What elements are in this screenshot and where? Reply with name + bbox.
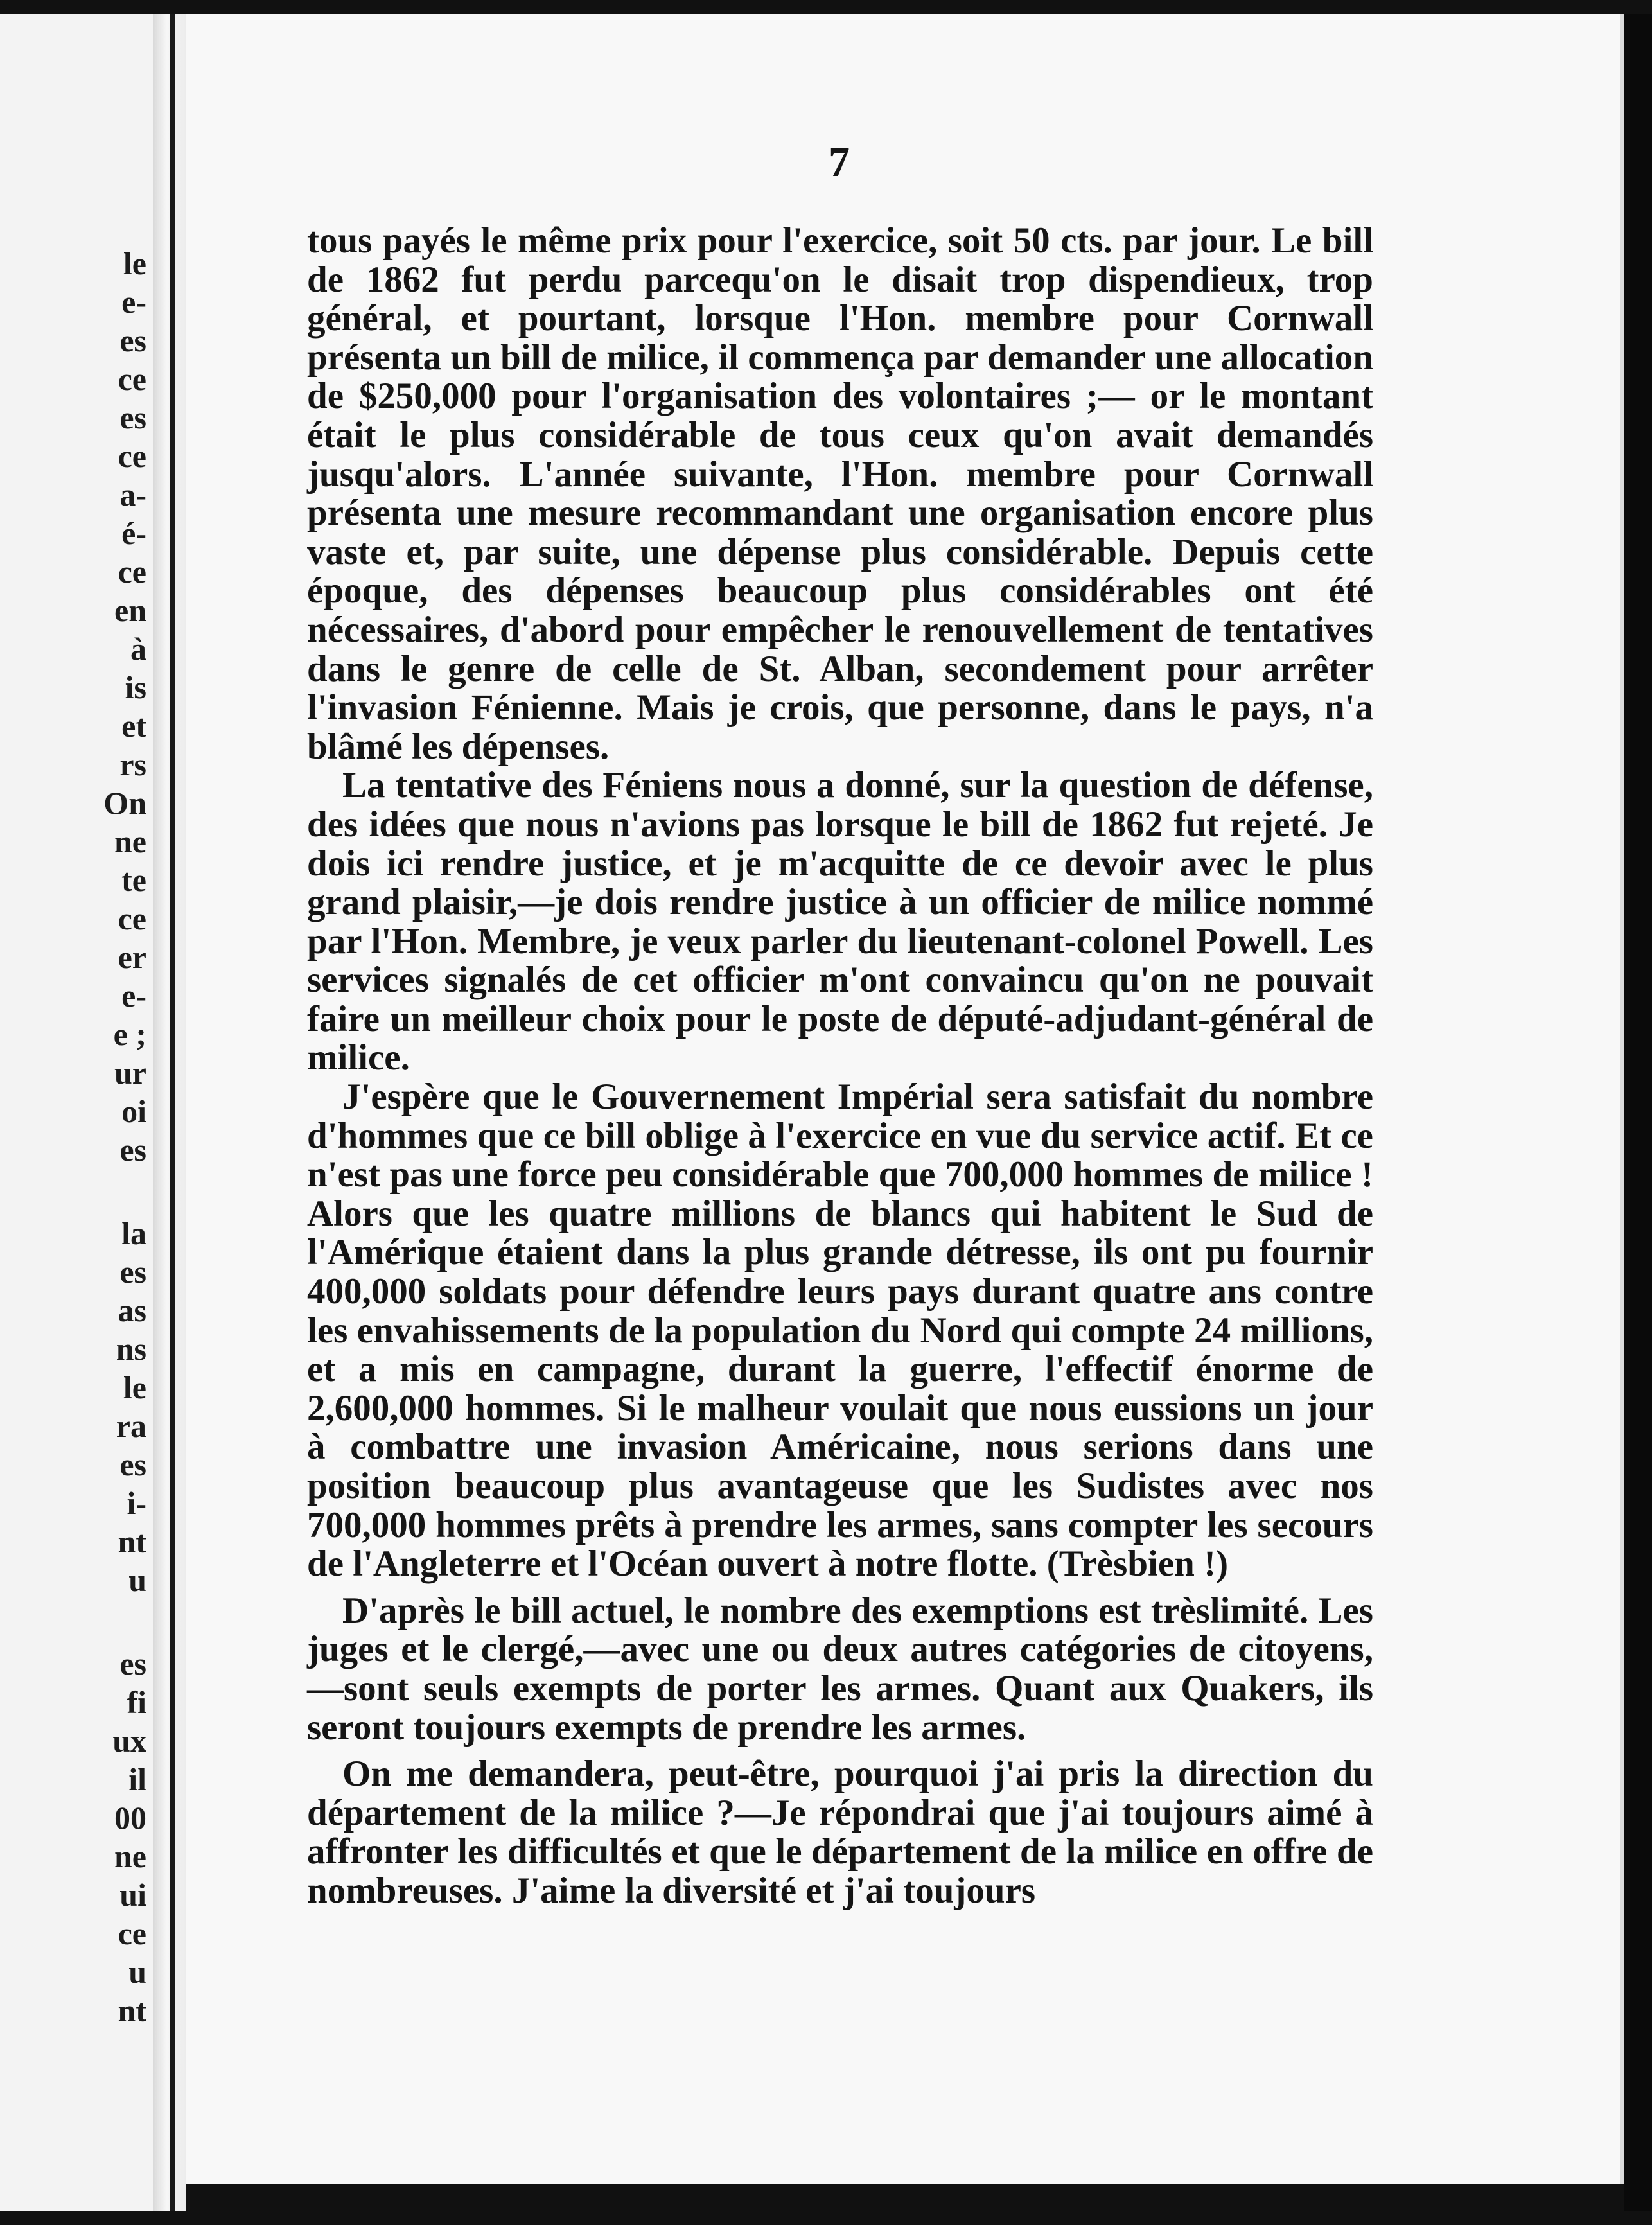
paragraph: On me demandera, peut-être, pourquoi j'ai pris la direction du département de la milice ?—Je répondrai que j'ai toujours aimé à affronter les difficultés et que le département de la milice en offre de nombreuses. J'aime la diversité et j'ai toujours — [307, 1754, 1373, 1911]
left-fragment: es — [119, 1447, 146, 1482]
left-fragment: es — [119, 1254, 146, 1290]
left-fragment: es — [119, 400, 146, 435]
left-fragment: nt — [118, 1992, 146, 2028]
left-fragment: u — [128, 1954, 146, 1990]
left-fragment: 00 — [114, 1800, 146, 1836]
left-fragment: ce — [118, 361, 146, 397]
left-fragment: é- — [121, 515, 146, 551]
left-fragment: en — [114, 592, 146, 628]
left-fragment: es — [119, 1132, 146, 1168]
left-fragment: ns — [116, 1331, 146, 1367]
paragraph: tous payés le même prix pour l'exercice, soit 50 cts. par jour. Le bill de 1862 fut perdu parcequ'on le disait trop dispendieux, trop général, et pourtant, lorsque l'Hon. membre pour Cornwall présenta un bill de milice, il commença par demander une allocation de $250,000 pour l'organisation des volontaires ;— or le montant était le plus considérable de tous ceux qu'on avait demandés jusqu'alors. L'année suivante, l'Hon. membre pour Cornwall présenta une mesure recommandant une organisation encore plus vaste et, par suite, une dépense plus considérable. Depuis cette époque, des dépenses beaucoup plus considérables ont été nécessaires, d'abord pour empêcher le renouvellement de tentatives dans le genre de celle de St. Alban, secondement pour arrêter l'invasion Fénienne. Mais je crois, que personne, dans le pays, n'a blâmé les dépenses. — [307, 220, 1373, 767]
left-fragment: le — [123, 1369, 146, 1405]
gutter-line — [170, 14, 175, 2211]
left-fragment: i- — [127, 1485, 146, 1521]
paragraph: J'espère que le Gouvernement Impérial sera satisfait du nombre d'hommes que ce bill oblige à l'exercice en vue du service actif. Et ce n'est pas une force peu considérable que 700,000 hommes de milice ! Alors que les quatre millions de blancs qui habitent le Sud de l'Amérique étaient dans la plus grande détresse, ils ont pu fournir 400,000 soldats pour défendre leurs pays durant quatre ans contre les envahissements de la population du Nord qui compte 24 millions, et a mis en campagne, durant la guerre, l'effectif énorme de 2,600,000 hommes. Si le malheur voulait que nous eussions un jour à combattre une invasion Américaine, nous serions dans une position beaucoup plus avantageuse que les Sudistes avec nos 700,000 hommes prêts à prendre les armes, sans compter les secours de l'Angleterre et l'Océan ouvert à notre flotte. (Trèsbien !) — [307, 1077, 1373, 1585]
left-fragment: ce — [118, 438, 146, 474]
left-fragment: a- — [119, 477, 146, 513]
left-fragment: fi — [127, 1684, 146, 1720]
left-fragment: es — [119, 322, 146, 358]
left-fragment: rs — [119, 746, 146, 782]
left-fragment: ne — [114, 1838, 146, 1874]
page-outer-edge — [1624, 14, 1652, 2211]
left-fragment: à — [130, 631, 146, 667]
left-fragment: es — [119, 1646, 146, 1682]
left-fragment: ui — [119, 1877, 146, 1913]
left-fragment: On — [103, 785, 146, 821]
left-fragment: ce — [118, 901, 146, 937]
left-fragment: e- — [121, 284, 146, 320]
paragraph: La tentative des Féniens nous a donné, sur la question de défense, des idées que nous n'avions pas lorsque le bill de 1862 fut rejeté. Je dois ici rendre justice, et je m'acquitte de ce devoir avec le plus grand plaisir,—je dois rendre justice à un officier de milice nommé par l'Hon. Membre, je veux parler du lieutenant-colonel Powell. Les services signalés de cet officier m'ont convaincu qu'on ne pouvait faire un meilleur choix pour le poste de député-adjudant-général de milice. — [307, 765, 1373, 1078]
left-fragment: nt — [118, 1524, 146, 1560]
left-fragment: le — [123, 245, 146, 281]
left-fragment: ux — [112, 1723, 146, 1759]
left-fragment: ne — [114, 823, 146, 859]
left-fragment: ce — [118, 1915, 146, 1951]
left-fragment: as — [118, 1292, 146, 1328]
left-fragment: ur — [114, 1055, 146, 1091]
left-fragment: et — [121, 708, 146, 744]
left-fragment: u — [128, 1562, 146, 1598]
left-page-edge — [0, 14, 153, 2211]
left-fragment: ce — [118, 554, 146, 590]
page-number: 7 — [829, 139, 850, 186]
left-fragment: la — [121, 1215, 146, 1251]
left-fragment: ra — [116, 1408, 146, 1444]
paragraph: D'après le bill actuel, le nombre des exemptions est trèslimité. Les juges et le clergé,—avec une ou deux autres catégories de citoyens,—sont seuls exempts de porter les armes. Quant aux Quakers, ils seront toujours exempts de prendre les armes. — [307, 1590, 1373, 1748]
left-fragment: te — [121, 862, 146, 898]
left-fragment: is — [125, 669, 146, 705]
body-text — [307, 222, 1373, 1911]
left-fragment: e ; — [113, 1016, 146, 1052]
left-fragment: oi — [121, 1093, 146, 1129]
left-fragment: il — [128, 1761, 146, 1797]
left-fragment: er — [118, 939, 146, 975]
left-fragment: e- — [121, 978, 146, 1014]
